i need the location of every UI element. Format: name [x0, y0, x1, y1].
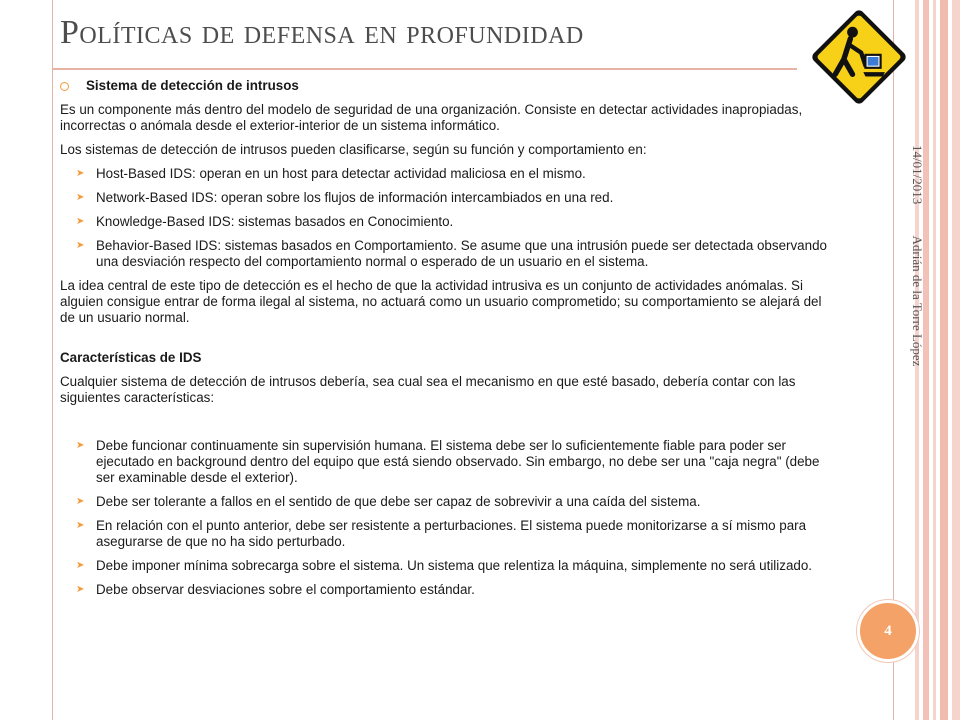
list-item-text: Debe ser tolerante a fallos en el sentido de que debe ser capaz de sobrevivir a una caída del sistema. — [96, 494, 701, 509]
slide-body — [60, 78, 835, 606]
paragraph-definition: Es un componente más dentro del modelo de seguridad de una organización. Consiste en detectar actividades inapropiadas, incorrectas o anómala desde el exterior-interior de un sistema informático. — [60, 102, 803, 133]
ids-types-list — [60, 166, 835, 270]
list-item-text: Host-Based IDS: operan en un host para detectar actividad maliciosa en el mismo. — [96, 166, 586, 181]
list-item-text: Debe observar desviaciones sobre el comportamiento estándar. — [96, 582, 475, 597]
characteristics-list — [60, 438, 835, 598]
slide-title: Políticas de defensa en profundidad — [60, 14, 584, 51]
arrow-bullet-icon: ➤ — [76, 520, 85, 531]
list-item — [60, 166, 835, 182]
arrow-bullet-icon: ➤ — [76, 560, 85, 571]
paragraph-classification: Los sistemas de detección de intrusos pueden clasificarse, según su función y comportamiento en: — [60, 142, 647, 157]
arrow-bullet-icon: ➤ — [76, 168, 85, 179]
arrow-bullet-icon: ➤ — [76, 440, 85, 451]
list-item-text: En relación con el punto anterior, debe ser resistente a perturbaciones. El sistema puede monitorizarse a sí mismo para asegurarse de que no ha sido perturbado. — [96, 518, 807, 549]
circle-bullet-icon — [60, 82, 69, 91]
list-item — [60, 438, 835, 486]
list-item-text: Behavior-Based IDS: sistemas basados en Comportamiento. Se asume que una intrusión puede ser detectada observando una desviación respecto del comportamiento normal o esperado de un usuario en el sistema. — [96, 238, 827, 269]
title-underline — [52, 68, 797, 70]
list-item-text: Knowledge-Based IDS: sistemas basados en Conocimiento. — [96, 214, 454, 229]
list-item — [60, 214, 835, 230]
heading-text: Sistema de detección de intrusos — [86, 78, 299, 93]
paragraph-characteristics-intro: Cualquier sistema de detección de intrusos debería, sea cual sea el mecanismo en que esté basado, debería contar con las siguientes características: — [60, 374, 796, 405]
list-item-text: Debe funcionar continuamente sin supervisión humana. El sistema debe ser lo suficientemente fiable para poder ser ejecutado en background dentro del equipo que está siendo observado. Sin embargo, no debe ser una "caja negra" (debe ser examinable desde el exterior). — [96, 438, 820, 485]
page-number: 4 — [884, 622, 892, 639]
slide-author: Adrián de la Torre López — [910, 235, 925, 367]
list-item — [60, 494, 835, 510]
slide-date: 14/01/2013 — [910, 145, 925, 205]
list-item — [60, 518, 835, 550]
list-item — [60, 190, 835, 206]
arrow-bullet-icon: ➤ — [76, 496, 85, 507]
page-number-badge — [857, 600, 919, 662]
list-item-text: Network-Based IDS: operan sobre los flujos de información intercambiados en una red. — [96, 190, 614, 205]
paragraph-central-idea: La idea central de este tipo de detección es el hecho de que la actividad intrusiva es un conjunto de actividades anómalas. Si alguien consigue entrar de forma ilegal al sistema, no actuará como un usuario comprometido; su comportamiento se alejará del de un usuario normal. — [60, 278, 822, 325]
list-item — [60, 238, 835, 270]
list-item — [60, 558, 835, 574]
arrow-bullet-icon: ➤ — [76, 192, 85, 203]
arrow-bullet-icon: ➤ — [76, 240, 85, 251]
list-item-text: Debe imponer mínima sobrecarga sobre el sistema. Un sistema que relentiza la máquina, simplemente no será utilizado. — [96, 558, 813, 573]
footer-vertical-text — [905, 145, 925, 445]
list-item — [60, 582, 835, 598]
left-margin-line — [52, 0, 53, 720]
section-heading-ids-characteristics: Características de IDS — [60, 350, 202, 365]
arrow-bullet-icon: ➤ — [76, 216, 85, 227]
arrow-bullet-icon: ➤ — [76, 584, 85, 595]
section-heading-intrusion-detection — [60, 78, 835, 94]
